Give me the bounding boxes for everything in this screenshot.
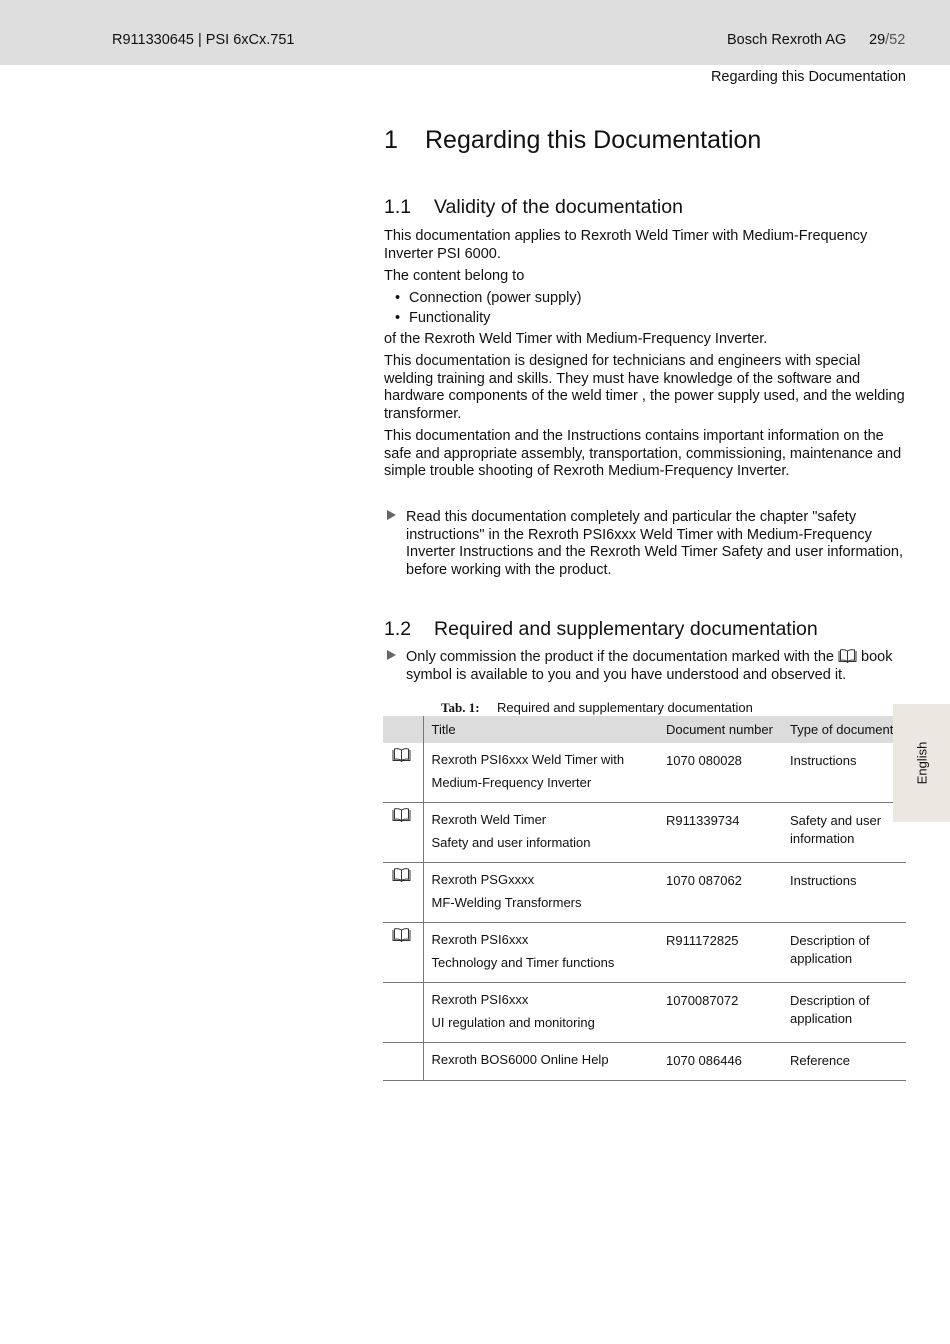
- book-cell: [383, 863, 423, 923]
- book-cell: [383, 1043, 423, 1081]
- table-row: [383, 743, 906, 803]
- document-id: R911330645 | PSI 6xCx.751: [112, 32, 295, 48]
- table-header-row: [383, 716, 906, 743]
- title-cell: [423, 983, 658, 1043]
- book-icon: [392, 928, 411, 942]
- document-number-cell: 1070087072: [658, 983, 782, 1043]
- paragraph: This documentation applies to Rexroth Weld Timer with Medium-Frequency Inverter PSI 6000.: [384, 228, 868, 262]
- section-1-1-body: [384, 228, 906, 485]
- paragraph: of the Rexroth Weld Timer with Medium-Frequency Inverter.: [384, 330, 768, 347]
- title-line-1: Rexroth BOS6000 Online Help: [431, 1052, 609, 1067]
- table-row: [383, 1043, 906, 1081]
- document-number-cell: R911172825: [658, 923, 782, 983]
- language-tab-label: English: [914, 741, 929, 785]
- document-type-cell: Description of application: [782, 923, 906, 983]
- chapter-title: Regarding this Documentation: [425, 126, 762, 154]
- book-cell: [383, 923, 423, 983]
- document-number-cell: 1070 087062: [658, 863, 782, 923]
- header-cell-title: Title: [423, 716, 658, 743]
- section-heading-1-2: [384, 618, 818, 641]
- instruction-text-before: Only commission the product if the documentation marked with the: [406, 649, 834, 665]
- book-cell: [383, 983, 423, 1043]
- table-row: [383, 863, 906, 923]
- document-type-cell: Reference: [782, 1043, 906, 1081]
- section-heading-1-1: [384, 196, 683, 219]
- running-head: Regarding this Documentation: [710, 69, 906, 85]
- paragraph: This documentation is designed for technicians and engineers with special welding training and skills. They must have knowledge of the software and hardware components of the weld timer , the power supply used, and the welding transformer.: [384, 353, 905, 422]
- book-cell: [383, 743, 423, 803]
- book-cell: [383, 803, 423, 863]
- chapter-heading: [384, 126, 761, 155]
- header-cell-icon: [383, 716, 423, 743]
- paragraph: The content belong to: [384, 267, 525, 284]
- document-number-cell: 1070 080028: [658, 743, 782, 803]
- instruction-text: [406, 649, 906, 684]
- section-number: 1.1: [384, 196, 412, 218]
- page-header: [0, 0, 950, 65]
- section-title: Required and supplementary documentation: [434, 618, 818, 640]
- document-number-cell: 1070 086446: [658, 1043, 782, 1081]
- language-tab: [893, 704, 950, 822]
- title-line-2: Safety and user information: [431, 834, 591, 850]
- table-row: [383, 923, 906, 983]
- book-icon: [392, 868, 411, 882]
- book-icon: [392, 808, 411, 822]
- triangle-right-icon: [387, 510, 396, 520]
- paragraph: This documentation and the Instructions contains important information on the safe and appropriate assembly, transportation, commissioning, maintenance and simple trouble shooting of Rexroth Medium-Frequency Inverter.: [384, 427, 902, 480]
- title-cell: [423, 923, 658, 983]
- title-line-1: Rexroth PSI6xxx: [431, 932, 529, 947]
- company-name: Bosch Rexroth AG: [727, 32, 847, 48]
- section-title: Validity of the documentation: [434, 196, 683, 218]
- table-caption-label: Tab. 1:: [441, 700, 480, 715]
- title-line-2: MF-Welding Transformers: [431, 894, 582, 910]
- table-row: [383, 803, 906, 863]
- table-caption-text: Required and supplementary documentation: [497, 700, 753, 715]
- document-type-cell: Instructions: [782, 743, 906, 803]
- document-type-cell: Instructions: [782, 863, 906, 923]
- title-cell: [423, 1043, 658, 1081]
- title-cell: [423, 803, 658, 863]
- title-line-1: Rexroth Weld Timer: [431, 812, 547, 827]
- document-type-cell: Safety and user information: [782, 803, 906, 863]
- page-total: /52: [885, 32, 906, 48]
- title-line-1: Rexroth PSI6xxx Weld Timer with: [431, 752, 625, 767]
- instruction-read-docs: [384, 509, 906, 579]
- title-line-1: Rexroth PSI6xxx: [431, 992, 529, 1007]
- header-cell-type: Type of document: [782, 716, 906, 743]
- book-icon: [838, 649, 857, 663]
- page-number: [869, 32, 905, 48]
- chapter-number: 1: [384, 126, 398, 154]
- title-line-1: Rexroth PSGxxxx: [431, 872, 535, 887]
- title-cell: [423, 743, 658, 803]
- title-cell: [423, 863, 658, 923]
- document-type-cell: Description of application: [782, 983, 906, 1043]
- documentation-table: [383, 716, 906, 1081]
- book-icon: [392, 748, 411, 762]
- table-caption: [441, 700, 753, 716]
- document-number-cell: R911339734: [658, 803, 782, 863]
- instruction-text: Read this documentation completely and particular the chapter "safety instructions" in the Rexroth PSI6xxx Weld Timer with Medium-Frequency Inverter Instructions and the Rexroth Weld Timer Safety and user information, before working with the product.: [406, 509, 903, 578]
- header-cell-number: Document number: [658, 716, 782, 743]
- triangle-right-icon: [387, 650, 396, 660]
- table-row: [383, 983, 906, 1043]
- title-line-2: UI regulation and monitoring: [431, 1014, 595, 1030]
- bullet-list: [384, 290, 906, 328]
- page-current: 29: [869, 32, 886, 48]
- list-item: • Connection (power supply): [384, 290, 906, 308]
- section-number: 1.2: [384, 618, 412, 640]
- instruction-text-after: book symbol is available to you and you have understood and observed it.: [406, 649, 893, 683]
- title-line-2: Medium-Frequency Inverter: [431, 774, 592, 790]
- title-line-2: Technology and Timer functions: [431, 954, 615, 970]
- instruction-commission: [384, 649, 906, 684]
- list-item: • Functionality: [384, 310, 906, 328]
